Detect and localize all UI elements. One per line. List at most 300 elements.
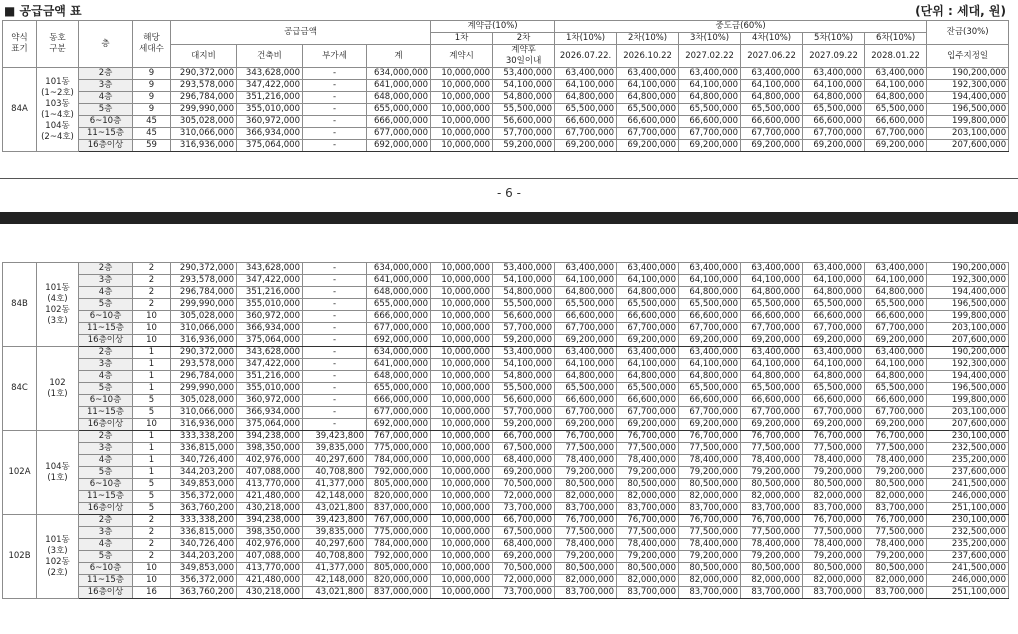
amount-cell: 69,200,000 xyxy=(865,419,927,431)
amount-cell: 78,400,000 xyxy=(679,455,741,467)
header-type: 약식 표기 xyxy=(3,21,37,68)
floor-cell: 16층이상 xyxy=(79,419,133,431)
amount-cell: 64,100,000 xyxy=(741,359,803,371)
amount-cell: 77,500,000 xyxy=(741,527,803,539)
amount-cell: 351,216,000 xyxy=(237,287,303,299)
header-dong: 동호 구분 xyxy=(37,21,79,68)
amount-cell: 10,000,000 xyxy=(431,563,493,575)
amount-cell: 64,800,000 xyxy=(555,287,617,299)
household-count-cell: 10 xyxy=(133,563,171,575)
vat-cell: - xyxy=(303,311,367,323)
amount-cell: 63,400,000 xyxy=(741,68,803,80)
table-row xyxy=(3,527,1009,539)
amount-cell: 394,238,000 xyxy=(237,515,303,527)
amount-cell: 641,000,000 xyxy=(367,359,431,371)
header-d4: 2027.06.22 xyxy=(741,45,803,68)
table-row xyxy=(3,563,1009,575)
amount-cell: 79,200,000 xyxy=(679,551,741,563)
amount-cell: 333,338,200 xyxy=(171,515,237,527)
amount-cell: 63,400,000 xyxy=(617,263,679,275)
amount-cell: 305,028,000 xyxy=(171,395,237,407)
amount-cell: 64,100,000 xyxy=(679,275,741,287)
amount-cell: 655,000,000 xyxy=(367,383,431,395)
amount-cell: 10,000,000 xyxy=(431,407,493,419)
amount-cell: 63,400,000 xyxy=(555,347,617,359)
amount-cell: 76,700,000 xyxy=(555,515,617,527)
supply-price-table-bottom xyxy=(2,262,1009,599)
household-count-cell: 9 xyxy=(133,80,171,92)
amount-cell: 363,760,200 xyxy=(171,503,237,515)
amount-cell: 196,500,000 xyxy=(927,299,1009,311)
dong-range-cell: 101동 (3호) 102동 (2호) xyxy=(37,515,79,599)
amount-cell: 40,297,600 xyxy=(303,539,367,551)
header-m5: 5차(10%) xyxy=(803,33,865,45)
table-row xyxy=(3,587,1009,599)
amount-cell: 77,500,000 xyxy=(555,527,617,539)
amount-cell: 67,700,000 xyxy=(803,323,865,335)
amount-cell: 63,400,000 xyxy=(617,347,679,359)
amount-cell: 340,726,400 xyxy=(171,455,237,467)
household-count-cell: 10 xyxy=(133,323,171,335)
amount-cell: 67,500,000 xyxy=(493,527,555,539)
amount-cell: 64,800,000 xyxy=(555,371,617,383)
amount-cell: 80,500,000 xyxy=(803,479,865,491)
vat-cell: - xyxy=(303,419,367,431)
floor-cell: 6~10층 xyxy=(79,479,133,491)
title-bar xyxy=(0,0,1018,20)
amount-cell: 64,800,000 xyxy=(679,92,741,104)
floor-cell: 11~15층 xyxy=(79,407,133,419)
header-land: 대지비 xyxy=(171,45,237,68)
amount-cell: 64,800,000 xyxy=(803,92,865,104)
amount-cell: 82,000,000 xyxy=(555,491,617,503)
amount-cell: 10,000,000 xyxy=(431,359,493,371)
amount-cell: 78,400,000 xyxy=(865,455,927,467)
amount-cell: 10,000,000 xyxy=(431,335,493,347)
amount-cell: 63,400,000 xyxy=(803,347,865,359)
household-count-cell: 5 xyxy=(133,503,171,515)
amount-cell: 54,100,000 xyxy=(493,80,555,92)
amount-cell: 69,200,000 xyxy=(679,419,741,431)
amount-cell: 347,422,000 xyxy=(237,275,303,287)
amount-cell: 655,000,000 xyxy=(367,299,431,311)
header-c1-when: 계약시 xyxy=(431,45,493,68)
amount-cell: 43,021,800 xyxy=(303,503,367,515)
document-title: ■ 공급금액 표 xyxy=(4,4,82,18)
amount-cell: 792,000,000 xyxy=(367,551,431,563)
floor-cell: 3층 xyxy=(79,80,133,92)
amount-cell: 65,500,000 xyxy=(865,383,927,395)
vat-cell: - xyxy=(303,92,367,104)
amount-cell: 66,600,000 xyxy=(617,395,679,407)
amount-cell: 407,088,000 xyxy=(237,467,303,479)
amount-cell: 64,800,000 xyxy=(803,371,865,383)
amount-cell: 78,400,000 xyxy=(803,455,865,467)
table-body-bottom xyxy=(3,263,1009,599)
amount-cell: 80,500,000 xyxy=(741,479,803,491)
amount-cell: 634,000,000 xyxy=(367,263,431,275)
amount-cell: 55,500,000 xyxy=(493,383,555,395)
amount-cell: 398,350,000 xyxy=(237,443,303,455)
header-mid: 중도금(60%) xyxy=(555,21,927,33)
amount-cell: 232,500,000 xyxy=(927,443,1009,455)
table-row xyxy=(3,92,1009,104)
amount-cell: 305,028,000 xyxy=(171,311,237,323)
floor-cell: 6~10층 xyxy=(79,563,133,575)
household-count-cell: 2 xyxy=(133,551,171,563)
amount-cell: 296,784,000 xyxy=(171,92,237,104)
amount-cell: 837,000,000 xyxy=(367,503,431,515)
vat-cell: - xyxy=(303,359,367,371)
household-count-cell: 10 xyxy=(133,311,171,323)
amount-cell: 83,700,000 xyxy=(865,587,927,599)
table-row xyxy=(3,395,1009,407)
table-row xyxy=(3,419,1009,431)
amount-cell: 79,200,000 xyxy=(555,551,617,563)
household-count-cell: 1 xyxy=(133,383,171,395)
amount-cell: 78,400,000 xyxy=(679,539,741,551)
amount-cell: 80,500,000 xyxy=(555,563,617,575)
dong-range-cell: 101동 (1~2호) 103동 (1~4호) 104동 (2~4호) xyxy=(37,68,79,152)
amount-cell: 347,422,000 xyxy=(237,80,303,92)
amount-cell: 63,400,000 xyxy=(865,263,927,275)
amount-cell: 10,000,000 xyxy=(431,551,493,563)
supply-price-table-top xyxy=(2,20,1009,152)
amount-cell: 64,800,000 xyxy=(617,287,679,299)
table-header xyxy=(3,21,1009,68)
amount-cell: 10,000,000 xyxy=(431,104,493,116)
household-count-cell: 10 xyxy=(133,419,171,431)
amount-cell: 63,400,000 xyxy=(617,68,679,80)
amount-cell: 10,000,000 xyxy=(431,68,493,80)
amount-cell: 192,300,000 xyxy=(927,359,1009,371)
amount-cell: 310,066,000 xyxy=(171,323,237,335)
amount-cell: 67,700,000 xyxy=(803,407,865,419)
table-row xyxy=(3,551,1009,563)
floor-cell: 6~10층 xyxy=(79,116,133,128)
table-row xyxy=(3,407,1009,419)
amount-cell: 10,000,000 xyxy=(431,515,493,527)
amount-cell: 65,500,000 xyxy=(741,299,803,311)
amount-cell: 251,100,000 xyxy=(927,503,1009,515)
amount-cell: 76,700,000 xyxy=(803,515,865,527)
amount-cell: 79,200,000 xyxy=(617,551,679,563)
amount-cell: 344,203,200 xyxy=(171,551,237,563)
vat-cell: - xyxy=(303,371,367,383)
amount-cell: 69,200,000 xyxy=(865,140,927,152)
amount-cell: 79,200,000 xyxy=(865,551,927,563)
amount-cell: 66,600,000 xyxy=(617,311,679,323)
amount-cell: 237,600,000 xyxy=(927,551,1009,563)
amount-cell: 194,400,000 xyxy=(927,371,1009,383)
vat-cell: - xyxy=(303,263,367,275)
household-count-cell: 2 xyxy=(133,263,171,275)
amount-cell: 207,600,000 xyxy=(927,335,1009,347)
amount-cell: 10,000,000 xyxy=(431,311,493,323)
amount-cell: 232,500,000 xyxy=(927,527,1009,539)
amount-cell: 66,600,000 xyxy=(679,311,741,323)
amount-cell: 83,700,000 xyxy=(741,503,803,515)
amount-cell: 43,021,800 xyxy=(303,587,367,599)
amount-cell: 79,200,000 xyxy=(803,467,865,479)
amount-cell: 299,990,000 xyxy=(171,299,237,311)
amount-cell: 64,100,000 xyxy=(679,359,741,371)
floor-cell: 2층 xyxy=(79,263,133,275)
amount-cell: 648,000,000 xyxy=(367,371,431,383)
floor-cell: 3층 xyxy=(79,359,133,371)
amount-cell: 65,500,000 xyxy=(679,299,741,311)
amount-cell: 293,578,000 xyxy=(171,359,237,371)
amount-cell: 349,853,000 xyxy=(171,479,237,491)
amount-cell: 65,500,000 xyxy=(555,299,617,311)
table-row xyxy=(3,287,1009,299)
amount-cell: 10,000,000 xyxy=(431,527,493,539)
amount-cell: 55,500,000 xyxy=(493,299,555,311)
floor-cell: 5층 xyxy=(79,551,133,563)
household-count-cell: 45 xyxy=(133,128,171,140)
amount-cell: 76,700,000 xyxy=(679,515,741,527)
amount-cell: 305,028,000 xyxy=(171,116,237,128)
unit-type-cell: 84A xyxy=(3,68,37,152)
amount-cell: 316,936,000 xyxy=(171,140,237,152)
amount-cell: 402,976,000 xyxy=(237,455,303,467)
amount-cell: 39,423,800 xyxy=(303,515,367,527)
amount-cell: 65,500,000 xyxy=(555,383,617,395)
amount-cell: 76,700,000 xyxy=(679,431,741,443)
amount-cell: 64,100,000 xyxy=(865,359,927,371)
amount-cell: 77,500,000 xyxy=(617,527,679,539)
amount-cell: 67,700,000 xyxy=(679,323,741,335)
household-count-cell: 10 xyxy=(133,335,171,347)
amount-cell: 83,700,000 xyxy=(741,587,803,599)
amount-cell: 67,700,000 xyxy=(617,323,679,335)
amount-cell: 67,700,000 xyxy=(865,323,927,335)
household-count-cell: 2 xyxy=(133,527,171,539)
amount-cell: 69,200,000 xyxy=(555,419,617,431)
amount-cell: 64,100,000 xyxy=(865,275,927,287)
amount-cell: 65,500,000 xyxy=(679,383,741,395)
amount-cell: 64,800,000 xyxy=(865,287,927,299)
floor-cell: 6~10층 xyxy=(79,311,133,323)
amount-cell: 69,200,000 xyxy=(555,335,617,347)
amount-cell: 79,200,000 xyxy=(741,467,803,479)
amount-cell: 66,600,000 xyxy=(679,116,741,128)
amount-cell: 65,500,000 xyxy=(865,299,927,311)
amount-cell: 207,600,000 xyxy=(927,419,1009,431)
amount-cell: 230,100,000 xyxy=(927,515,1009,527)
amount-cell: 66,600,000 xyxy=(865,311,927,323)
amount-cell: 666,000,000 xyxy=(367,395,431,407)
household-count-cell: 2 xyxy=(133,275,171,287)
vat-cell: - xyxy=(303,383,367,395)
table-row xyxy=(3,263,1009,275)
amount-cell: 692,000,000 xyxy=(367,335,431,347)
amount-cell: 343,628,000 xyxy=(237,68,303,80)
table-row xyxy=(3,503,1009,515)
amount-cell: 63,400,000 xyxy=(679,68,741,80)
vat-cell: - xyxy=(303,395,367,407)
amount-cell: 820,000,000 xyxy=(367,491,431,503)
vat-cell: - xyxy=(303,335,367,347)
amount-cell: 347,422,000 xyxy=(237,359,303,371)
header-d2: 2026.10.22 xyxy=(617,45,679,68)
amount-cell: 69,200,000 xyxy=(493,467,555,479)
amount-cell: 10,000,000 xyxy=(431,116,493,128)
amount-cell: 10,000,000 xyxy=(431,80,493,92)
amount-cell: 67,700,000 xyxy=(741,323,803,335)
header-c2: 2차 xyxy=(493,33,555,45)
amount-cell: 78,400,000 xyxy=(617,539,679,551)
household-count-cell: 1 xyxy=(133,455,171,467)
amount-cell: 356,372,000 xyxy=(171,491,237,503)
header-m4: 4차(10%) xyxy=(741,33,803,45)
amount-cell: 394,238,000 xyxy=(237,431,303,443)
amount-cell: 634,000,000 xyxy=(367,68,431,80)
amount-cell: 80,500,000 xyxy=(741,563,803,575)
amount-cell: 64,100,000 xyxy=(741,80,803,92)
amount-cell: 344,203,200 xyxy=(171,467,237,479)
amount-cell: 356,372,000 xyxy=(171,575,237,587)
amount-cell: 67,700,000 xyxy=(679,128,741,140)
amount-cell: 39,835,000 xyxy=(303,527,367,539)
unit-type-cell: 84B xyxy=(3,263,37,347)
amount-cell: 293,578,000 xyxy=(171,80,237,92)
amount-cell: 80,500,000 xyxy=(679,563,741,575)
amount-cell: 78,400,000 xyxy=(617,455,679,467)
household-count-cell: 45 xyxy=(133,116,171,128)
amount-cell: 80,500,000 xyxy=(617,479,679,491)
amount-cell: 64,800,000 xyxy=(679,287,741,299)
amount-cell: 79,200,000 xyxy=(679,467,741,479)
table-row xyxy=(3,335,1009,347)
amount-cell: 10,000,000 xyxy=(431,491,493,503)
dong-range-cell: 104동 (1호) xyxy=(37,431,79,515)
amount-cell: 767,000,000 xyxy=(367,431,431,443)
amount-cell: 290,372,000 xyxy=(171,347,237,359)
amount-cell: 10,000,000 xyxy=(431,275,493,287)
amount-cell: 64,100,000 xyxy=(555,80,617,92)
amount-cell: 54,800,000 xyxy=(493,371,555,383)
amount-cell: 413,770,000 xyxy=(237,563,303,575)
amount-cell: 77,500,000 xyxy=(865,527,927,539)
household-count-cell: 9 xyxy=(133,68,171,80)
amount-cell: 82,000,000 xyxy=(679,575,741,587)
amount-cell: 648,000,000 xyxy=(367,92,431,104)
amount-cell: 343,628,000 xyxy=(237,347,303,359)
household-count-cell: 9 xyxy=(133,92,171,104)
amount-cell: 251,100,000 xyxy=(927,587,1009,599)
floor-cell: 5층 xyxy=(79,299,133,311)
floor-cell: 3층 xyxy=(79,443,133,455)
amount-cell: 67,700,000 xyxy=(617,407,679,419)
table-row xyxy=(3,116,1009,128)
amount-cell: 76,700,000 xyxy=(617,515,679,527)
amount-cell: 360,972,000 xyxy=(237,311,303,323)
amount-cell: 66,600,000 xyxy=(865,116,927,128)
amount-cell: 421,480,000 xyxy=(237,491,303,503)
amount-cell: 79,200,000 xyxy=(803,551,865,563)
header-supply: 공급금액 xyxy=(171,21,431,45)
floor-cell: 4층 xyxy=(79,539,133,551)
amount-cell: 10,000,000 xyxy=(431,263,493,275)
amount-cell: 78,400,000 xyxy=(865,539,927,551)
amount-cell: 430,218,000 xyxy=(237,587,303,599)
header-balance: 잔금(30%) xyxy=(927,21,1009,45)
amount-cell: 655,000,000 xyxy=(367,104,431,116)
amount-cell: 76,700,000 xyxy=(555,431,617,443)
table-row xyxy=(3,140,1009,152)
table-row xyxy=(3,371,1009,383)
table-row xyxy=(3,347,1009,359)
amount-cell: 65,500,000 xyxy=(555,104,617,116)
amount-cell: 77,500,000 xyxy=(865,443,927,455)
floor-cell: 16층이상 xyxy=(79,140,133,152)
floor-cell: 3층 xyxy=(79,527,133,539)
header-balance-when: 입주지정일 xyxy=(927,45,1009,68)
vat-cell: - xyxy=(303,140,367,152)
amount-cell: 10,000,000 xyxy=(431,503,493,515)
amount-cell: 83,700,000 xyxy=(803,587,865,599)
amount-cell: 83,700,000 xyxy=(617,503,679,515)
amount-cell: 63,400,000 xyxy=(555,68,617,80)
amount-cell: 41,377,000 xyxy=(303,563,367,575)
amount-cell: 82,000,000 xyxy=(741,575,803,587)
amount-cell: 63,400,000 xyxy=(679,347,741,359)
amount-cell: 69,200,000 xyxy=(617,419,679,431)
dong-range-cell: 101동 (4호) 102동 (3호) xyxy=(37,263,79,347)
amount-cell: 76,700,000 xyxy=(741,431,803,443)
amount-cell: 83,700,000 xyxy=(555,503,617,515)
amount-cell: 64,800,000 xyxy=(679,371,741,383)
amount-cell: 66,700,000 xyxy=(493,515,555,527)
amount-cell: 65,500,000 xyxy=(741,104,803,116)
household-count-cell: 9 xyxy=(133,104,171,116)
amount-cell: 355,010,000 xyxy=(237,104,303,116)
amount-cell: 65,500,000 xyxy=(803,104,865,116)
amount-cell: 10,000,000 xyxy=(431,92,493,104)
header-building: 건축비 xyxy=(237,45,303,68)
amount-cell: 53,400,000 xyxy=(493,347,555,359)
amount-cell: 767,000,000 xyxy=(367,515,431,527)
amount-cell: 360,972,000 xyxy=(237,395,303,407)
amount-cell: 83,700,000 xyxy=(679,587,741,599)
amount-cell: 692,000,000 xyxy=(367,419,431,431)
amount-cell: 360,972,000 xyxy=(237,116,303,128)
amount-cell: 69,200,000 xyxy=(803,419,865,431)
amount-cell: 10,000,000 xyxy=(431,287,493,299)
amount-cell: 80,500,000 xyxy=(865,563,927,575)
floor-cell: 2층 xyxy=(79,347,133,359)
table-row xyxy=(3,455,1009,467)
amount-cell: 80,500,000 xyxy=(803,563,865,575)
amount-cell: 82,000,000 xyxy=(617,491,679,503)
amount-cell: 67,700,000 xyxy=(555,323,617,335)
amount-cell: 40,708,800 xyxy=(303,551,367,563)
amount-cell: 69,200,000 xyxy=(865,335,927,347)
amount-cell: 83,700,000 xyxy=(679,503,741,515)
amount-cell: 64,100,000 xyxy=(679,80,741,92)
household-count-cell: 59 xyxy=(133,140,171,152)
amount-cell: 792,000,000 xyxy=(367,467,431,479)
amount-cell: 10,000,000 xyxy=(431,455,493,467)
amount-cell: 72,000,000 xyxy=(493,575,555,587)
amount-cell: 64,800,000 xyxy=(865,92,927,104)
amount-cell: 69,200,000 xyxy=(741,335,803,347)
amount-cell: 641,000,000 xyxy=(367,80,431,92)
vat-cell: - xyxy=(303,80,367,92)
amount-cell: 65,500,000 xyxy=(679,104,741,116)
household-count-cell: 1 xyxy=(133,467,171,479)
